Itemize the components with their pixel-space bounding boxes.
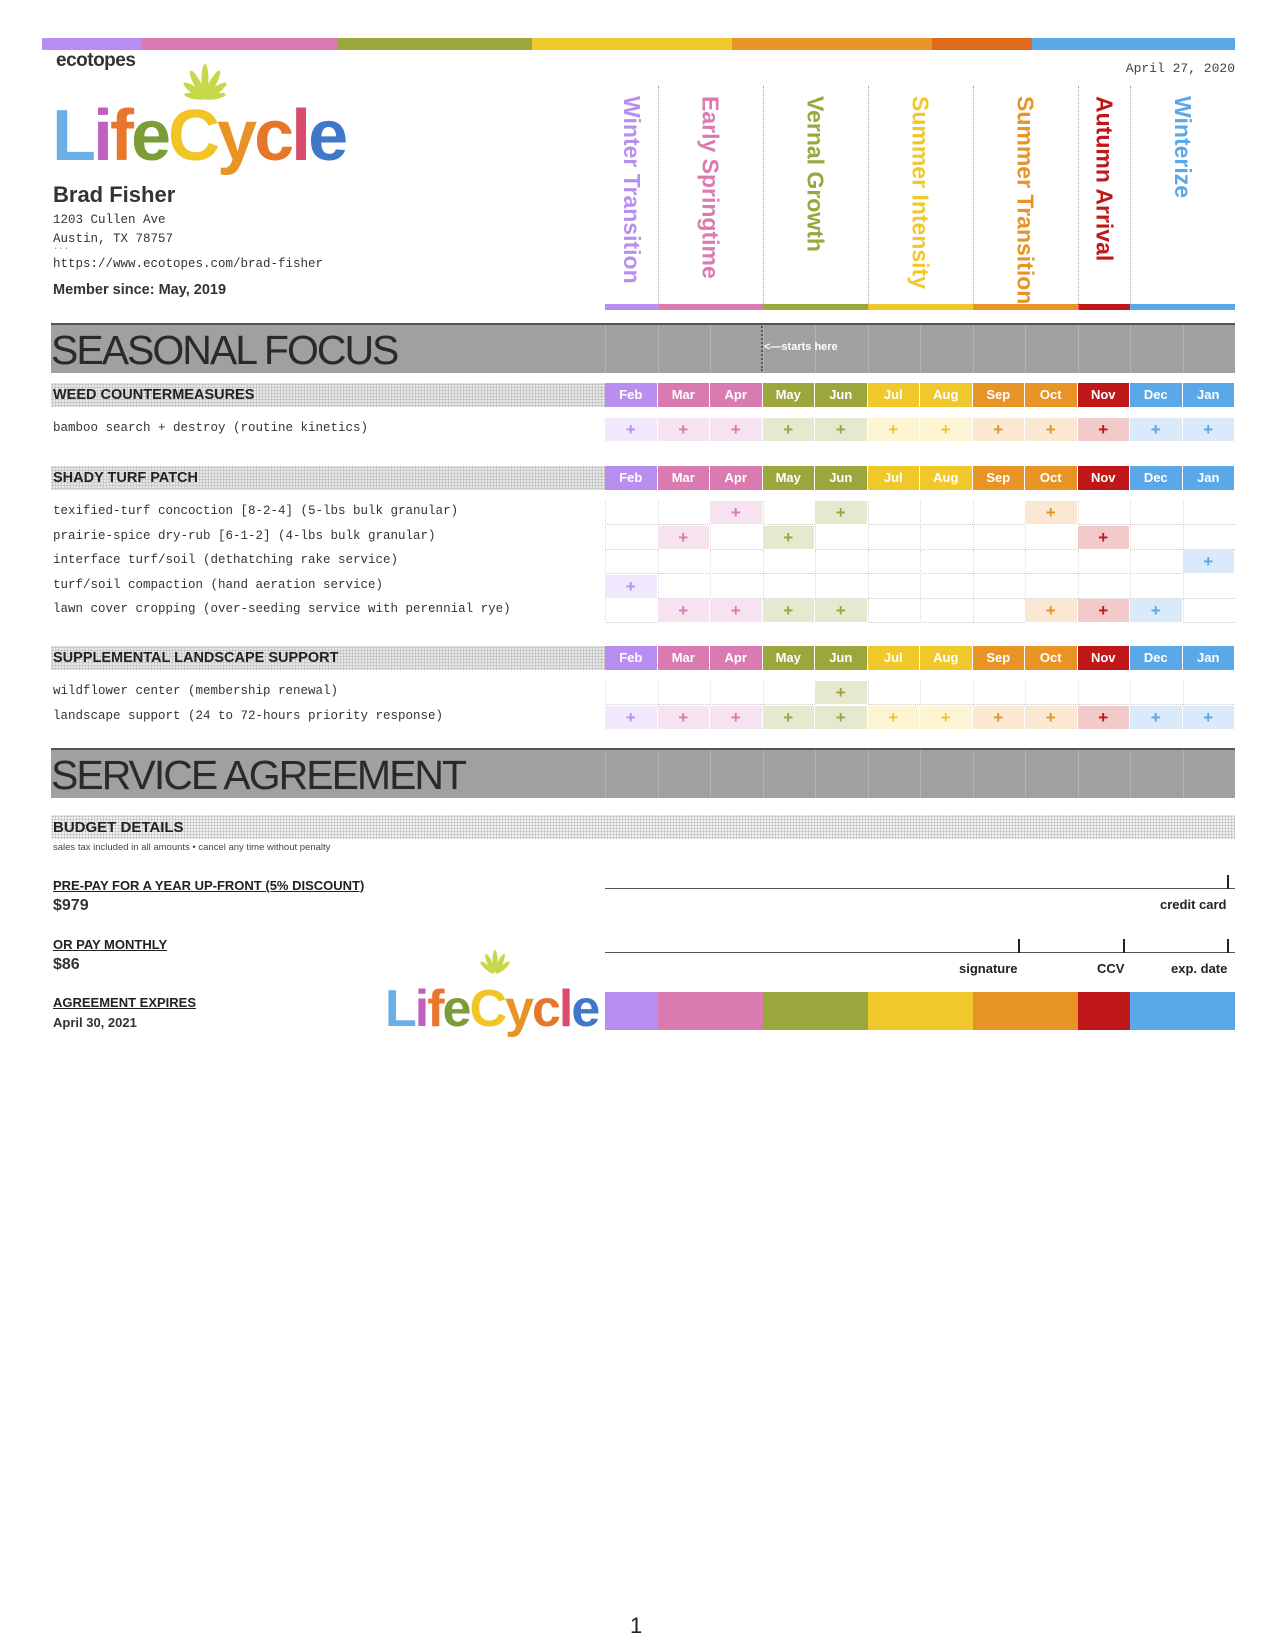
season-header	[973, 96, 1078, 310]
task-plus-dec[interactable]: +	[1130, 599, 1182, 622]
season-header	[605, 96, 658, 310]
task-plus-may[interactable]: +	[763, 706, 815, 729]
section-header	[51, 383, 605, 407]
task-plus-jun[interactable]: +	[815, 418, 867, 441]
document-date: April 27, 2020	[1125, 61, 1235, 76]
task-plus-sep[interactable]: +	[973, 418, 1025, 441]
task-plus-oct[interactable]: +	[1025, 501, 1077, 524]
bar-grid-line	[1025, 750, 1026, 798]
bar-grid-line	[1078, 750, 1079, 798]
bar-grid-line	[710, 325, 711, 373]
exp-date-tick	[1227, 939, 1229, 953]
month-cell-jan: Jan	[1183, 466, 1235, 490]
bar-grid-line	[1130, 325, 1131, 373]
address-line-1: 1203 Cullen Ave	[53, 213, 166, 227]
bottom-color-strip	[605, 992, 1235, 1030]
bottom-strip-segment	[763, 992, 868, 1030]
month-cell-oct: Oct	[1025, 383, 1077, 407]
logo-letter: L	[52, 96, 93, 176]
task-empty-cell[interactable]	[973, 599, 1026, 623]
bottom-strip-segment	[658, 992, 763, 1030]
task-empty-cell[interactable]	[868, 550, 921, 574]
bar-grid-line	[1183, 750, 1184, 798]
logo-letter: f	[110, 96, 131, 176]
season-underline	[763, 304, 868, 310]
section-header	[51, 646, 605, 670]
season-divider	[868, 86, 869, 310]
starts-here-label: <—starts here	[764, 341, 838, 353]
logo-letter: C	[469, 980, 506, 1038]
task-empty-cell[interactable]	[973, 550, 1026, 574]
member-since: Member since: May, 2019	[53, 282, 227, 298]
task-empty-cell[interactable]	[815, 575, 868, 599]
month-cell-aug: Aug	[920, 646, 972, 670]
task-plus-feb[interactable]: +	[605, 418, 657, 441]
bar-grid-line	[920, 325, 921, 373]
month-cell-dec: Dec	[1130, 466, 1182, 490]
logo-letter: f	[427, 980, 443, 1038]
task-plus-jun[interactable]: +	[815, 681, 867, 704]
month-cell-feb: Feb	[605, 466, 657, 490]
logo-letter: c	[531, 980, 559, 1038]
logo-letter: l	[291, 96, 309, 176]
credit-card-label: credit card	[1160, 897, 1227, 912]
task-empty-cell[interactable]	[1078, 681, 1131, 705]
season-label: Winter Transition	[618, 96, 645, 284]
bar-grid-line	[1025, 325, 1026, 373]
season-underline	[973, 304, 1078, 310]
task-plus-jul[interactable]: +	[868, 706, 920, 729]
signature-label: signature	[959, 961, 1018, 976]
seasonal-focus-bar	[51, 323, 1235, 373]
month-cell-dec: Dec	[1130, 646, 1182, 670]
task-empty-cell[interactable]	[920, 599, 973, 623]
month-cell-jul: Jul	[868, 383, 920, 407]
season-divider	[1130, 86, 1131, 310]
task-empty-cell[interactable]	[868, 575, 921, 599]
task-plus-oct[interactable]: +	[1025, 599, 1077, 622]
month-cell-jan: Jan	[1183, 646, 1235, 670]
month-cell-mar: Mar	[658, 466, 710, 490]
season-label: Summer Intensity	[907, 96, 934, 289]
task-empty-cell[interactable]	[658, 681, 711, 705]
logo-letter: y	[217, 96, 255, 176]
month-cell-jun: Jun	[815, 383, 867, 407]
logo-letter: e	[442, 980, 470, 1038]
task-plus-may[interactable]: +	[763, 418, 815, 441]
task-label: lawn cover cropping (over-seeding service with perennial rye)	[53, 602, 511, 616]
bar-grid-line	[868, 325, 869, 373]
logo-letter: i	[414, 980, 428, 1038]
task-empty-cell[interactable]	[920, 526, 973, 550]
task-empty-cell[interactable]	[1078, 575, 1131, 599]
bar-grid-line	[868, 750, 869, 798]
task-plus-aug[interactable]: +	[920, 706, 972, 729]
bar-grid-line	[1130, 750, 1131, 798]
month-cell-sep: Sep	[973, 466, 1025, 490]
task-plus-jan[interactable]: +	[1183, 706, 1235, 729]
task-empty-cell[interactable]	[605, 501, 658, 525]
task-empty-cell[interactable]	[710, 575, 763, 599]
month-cell-may: May	[763, 646, 815, 670]
logo-letter: i	[92, 96, 110, 176]
month-cell-may: May	[763, 466, 815, 490]
task-label: turf/soil compaction (hand aeration service)	[53, 577, 384, 592]
section-title: SHADY TURF PATCH	[53, 470, 198, 486]
prepay-label: PRE-PAY FOR A YEAR UP-FRONT (5% DISCOUNT)	[53, 878, 365, 893]
task-empty-cell[interactable]	[868, 681, 921, 705]
seasonal-focus-title: SEASONAL FOCUS	[51, 327, 398, 373]
month-cell-mar: Mar	[658, 383, 710, 407]
budget-note: sales tax included in all amounts • cancel any time without penalty	[53, 842, 331, 853]
logo-letter: c	[254, 96, 292, 176]
task-empty-cell[interactable]	[1183, 599, 1236, 623]
task-empty-cell[interactable]	[658, 550, 711, 574]
task-plus-jun[interactable]: +	[815, 599, 867, 622]
month-cell-aug: Aug	[920, 466, 972, 490]
bar-grid-line	[1183, 325, 1184, 373]
task-empty-cell[interactable]	[973, 526, 1026, 550]
budget-details-header	[51, 815, 1235, 839]
bar-grid-line	[815, 750, 816, 798]
logo-letter: e	[308, 96, 346, 176]
task-plus-oct[interactable]: +	[1025, 418, 1077, 441]
task-empty-cell[interactable]	[920, 681, 973, 705]
task-empty-cell[interactable]	[973, 681, 1026, 705]
task-empty-cell[interactable]	[920, 501, 973, 525]
bar-grid-line	[973, 750, 974, 798]
month-cell-jun: Jun	[815, 646, 867, 670]
task-plus-jun[interactable]: +	[815, 501, 867, 524]
section-title: WEED COUNTERMEASURES	[53, 387, 255, 403]
task-empty-cell[interactable]	[868, 526, 921, 550]
task-empty-cell[interactable]	[605, 599, 658, 623]
logo-letter: C	[168, 96, 218, 176]
task-label: wildflower center (membership renewal)	[53, 684, 339, 698]
start-marker-line	[761, 323, 763, 371]
month-cell-jan: Jan	[1183, 383, 1235, 407]
task-label: prairie-spice dry-rub [6-1-2] (4-lbs bulk granular)	[53, 528, 436, 543]
bar-grid-line	[605, 750, 606, 798]
task-empty-cell[interactable]	[605, 681, 658, 705]
month-cell-sep: Sep	[973, 383, 1025, 407]
task-plus-jul[interactable]: +	[868, 418, 920, 441]
task-empty-cell[interactable]	[1130, 501, 1183, 525]
task-empty-cell[interactable]	[1130, 575, 1183, 599]
task-plus-oct[interactable]: +	[1025, 706, 1077, 729]
service-agreement-title: SERVICE AGREEMENT	[51, 752, 466, 798]
month-cell-oct: Oct	[1025, 646, 1077, 670]
logo-wordmark	[52, 96, 346, 176]
season-underline	[868, 304, 973, 310]
credit-card-line[interactable]	[605, 888, 1235, 889]
task-empty-cell[interactable]	[1025, 526, 1078, 550]
monthly-label: OR PAY MONTHLY	[53, 937, 168, 952]
season-divider	[1078, 86, 1079, 310]
season-underline	[1078, 304, 1131, 310]
task-empty-cell[interactable]	[1025, 550, 1078, 574]
task-empty-cell[interactable]	[605, 550, 658, 574]
month-cell-nov: Nov	[1078, 646, 1130, 670]
logo-burst-icon-small	[479, 950, 511, 975]
task-empty-cell[interactable]	[973, 575, 1026, 599]
task-empty-cell[interactable]	[1183, 575, 1236, 599]
section-header	[51, 466, 605, 490]
task-label: interface turf/soil (dethatching rake service)	[53, 553, 399, 567]
task-empty-cell[interactable]	[1183, 501, 1236, 525]
bottom-strip-segment	[868, 992, 973, 1030]
season-divider	[973, 86, 974, 310]
top-bar-segment	[1032, 38, 1235, 50]
bottom-strip-segment	[1078, 992, 1131, 1030]
logo-letter: e	[571, 980, 599, 1038]
agreement-expires-label: AGREEMENT EXPIRES	[53, 995, 197, 1010]
season-label: Early Springtime	[697, 96, 724, 279]
bar-grid-line	[920, 750, 921, 798]
company-name: ecotopes	[56, 50, 136, 71]
month-cell-feb: Feb	[605, 646, 657, 670]
task-empty-cell[interactable]	[868, 599, 921, 623]
task-empty-cell[interactable]	[763, 501, 816, 525]
season-label: Autumn Arrival	[1091, 96, 1118, 262]
lifecycle-logo-small	[383, 950, 603, 1040]
season-header	[1078, 96, 1131, 310]
task-plus-aug[interactable]: +	[920, 418, 972, 441]
bar-grid-line	[710, 750, 711, 798]
month-cell-nov: Nov	[1078, 466, 1130, 490]
credit-card-tick	[1227, 875, 1229, 889]
task-plus-nov[interactable]: +	[1078, 526, 1130, 549]
task-empty-cell[interactable]	[920, 575, 973, 599]
logo-letter: L	[385, 980, 415, 1038]
member-name: Brad Fisher	[53, 182, 176, 207]
budget-details-title: BUDGET DETAILS	[53, 819, 184, 836]
agreement-expires-date: April 30, 2021	[53, 1015, 137, 1030]
logo-letter: y	[505, 980, 532, 1038]
task-empty-cell[interactable]	[815, 526, 868, 550]
task-empty-cell[interactable]	[605, 526, 658, 550]
season-label: Winterize	[1170, 96, 1196, 199]
task-label: bamboo search + destroy (routine kinetics)	[53, 421, 369, 435]
task-empty-cell[interactable]	[973, 501, 1026, 525]
task-empty-cell[interactable]	[1130, 526, 1183, 550]
task-empty-cell[interactable]	[815, 550, 868, 574]
month-cell-may: May	[763, 383, 815, 407]
season-label: Vernal Growth	[802, 96, 829, 252]
exp-date-label: exp. date	[1171, 961, 1228, 976]
month-cell-nov: Nov	[1078, 383, 1130, 407]
task-empty-cell[interactable]	[658, 575, 711, 599]
task-empty-cell[interactable]	[710, 681, 763, 705]
bottom-strip-segment	[605, 992, 658, 1030]
task-plus-apr[interactable]: +	[710, 501, 762, 524]
monthly-amount: $86	[53, 956, 80, 973]
task-empty-cell[interactable]	[763, 575, 816, 599]
top-bar-segment	[932, 38, 1032, 50]
bar-grid-line	[763, 750, 764, 798]
month-cell-jun: Jun	[815, 466, 867, 490]
signature-line[interactable]	[605, 952, 1235, 953]
page-number: 1	[630, 1613, 643, 1638]
task-empty-cell[interactable]	[868, 501, 921, 525]
season-header	[1130, 96, 1235, 310]
month-cell-oct: Oct	[1025, 466, 1077, 490]
task-empty-cell[interactable]	[1183, 526, 1236, 550]
bottom-strip-segment	[973, 992, 1078, 1030]
task-empty-cell[interactable]	[1183, 681, 1236, 705]
season-header	[868, 96, 973, 310]
task-plus-feb[interactable]: +	[605, 706, 657, 729]
task-plus-dec[interactable]: +	[1130, 706, 1182, 729]
task-empty-cell[interactable]	[763, 550, 816, 574]
signature-tick	[1018, 939, 1020, 953]
top-bar-segment	[732, 38, 932, 50]
logo-letter: e	[130, 96, 169, 176]
task-empty-cell[interactable]	[658, 501, 711, 525]
lifecycle-logo	[50, 60, 350, 180]
task-empty-cell[interactable]	[1025, 575, 1078, 599]
task-plus-mar[interactable]: +	[658, 706, 710, 729]
task-plus-nov[interactable]: +	[1078, 706, 1130, 729]
month-cell-jul: Jul	[868, 466, 920, 490]
bar-grid-line	[605, 325, 606, 373]
task-empty-cell[interactable]	[1078, 550, 1131, 574]
ccv-label: CCV	[1097, 961, 1125, 976]
section-title: SUPPLEMENTAL LANDSCAPE SUPPORT	[53, 650, 339, 666]
task-label: landscape support (24 to 72-hours priority response)	[53, 708, 444, 723]
top-bar-segment	[142, 38, 337, 50]
address-line-2: Austin, TX 78757	[53, 232, 174, 246]
season-header	[763, 96, 868, 310]
month-cell-aug: Aug	[920, 383, 972, 407]
task-plus-jan[interactable]: +	[1183, 418, 1235, 441]
service-agreement-bar	[51, 748, 1235, 798]
task-plus-nov[interactable]: +	[1078, 418, 1130, 441]
month-cell-apr: Apr	[710, 466, 762, 490]
task-empty-cell[interactable]	[710, 550, 763, 574]
task-empty-cell[interactable]	[763, 681, 816, 705]
task-plus-may[interactable]: +	[763, 526, 815, 549]
top-color-bar	[42, 38, 1235, 50]
task-plus-apr[interactable]: +	[710, 706, 762, 729]
month-cell-sep: Sep	[973, 646, 1025, 670]
month-cell-feb: Feb	[605, 383, 657, 407]
top-bar-segment	[337, 38, 532, 50]
season-divider	[763, 86, 764, 310]
task-plus-mar[interactable]: +	[658, 418, 710, 441]
task-plus-apr[interactable]: +	[710, 599, 762, 622]
task-plus-may[interactable]: +	[763, 599, 815, 622]
task-plus-mar[interactable]: +	[658, 526, 710, 549]
bar-grid-line	[973, 325, 974, 373]
task-empty-cell[interactable]	[1078, 501, 1131, 525]
task-label: texified-turf concoction [8-2-4] (5-lbs bulk granular)	[53, 504, 459, 518]
month-cell-jul: Jul	[868, 646, 920, 670]
task-empty-cell[interactable]	[1130, 681, 1183, 705]
bar-grid-line	[658, 750, 659, 798]
logo-wordmark-small	[385, 980, 599, 1038]
top-bar-segment	[532, 38, 732, 50]
address-separator: ···	[53, 244, 70, 254]
bar-grid-line	[658, 325, 659, 373]
task-empty-cell[interactable]	[920, 550, 973, 574]
task-plus-feb[interactable]: +	[605, 575, 657, 598]
logo-letter: l	[558, 980, 572, 1038]
bottom-strip-segment	[1130, 992, 1235, 1030]
month-cell-mar: Mar	[658, 646, 710, 670]
task-plus-dec[interactable]: +	[1130, 418, 1182, 441]
task-plus-sep[interactable]: +	[973, 706, 1025, 729]
season-label: Summer Transition	[1012, 96, 1039, 305]
ccv-tick	[1123, 939, 1125, 953]
member-url[interactable]: https://www.ecotopes.com/brad-fisher	[53, 257, 324, 271]
task-plus-mar[interactable]: +	[658, 599, 710, 622]
season-header	[658, 96, 763, 310]
task-plus-apr[interactable]: +	[710, 418, 762, 441]
season-divider	[658, 86, 659, 310]
season-underline	[658, 304, 763, 310]
task-empty-cell[interactable]	[1025, 681, 1078, 705]
top-bar-segment	[42, 38, 142, 50]
prepay-amount: $979	[53, 897, 89, 914]
task-plus-nov[interactable]: +	[1078, 599, 1130, 622]
month-cell-apr: Apr	[710, 646, 762, 670]
task-plus-jan[interactable]: +	[1183, 550, 1235, 573]
month-cell-apr: Apr	[710, 383, 762, 407]
task-plus-jun[interactable]: +	[815, 706, 867, 729]
task-empty-cell[interactable]	[1130, 550, 1183, 574]
season-underline	[605, 304, 658, 310]
task-empty-cell[interactable]	[710, 526, 763, 550]
month-cell-dec: Dec	[1130, 383, 1182, 407]
season-underline	[1130, 304, 1235, 310]
bar-grid-line	[1078, 325, 1079, 373]
